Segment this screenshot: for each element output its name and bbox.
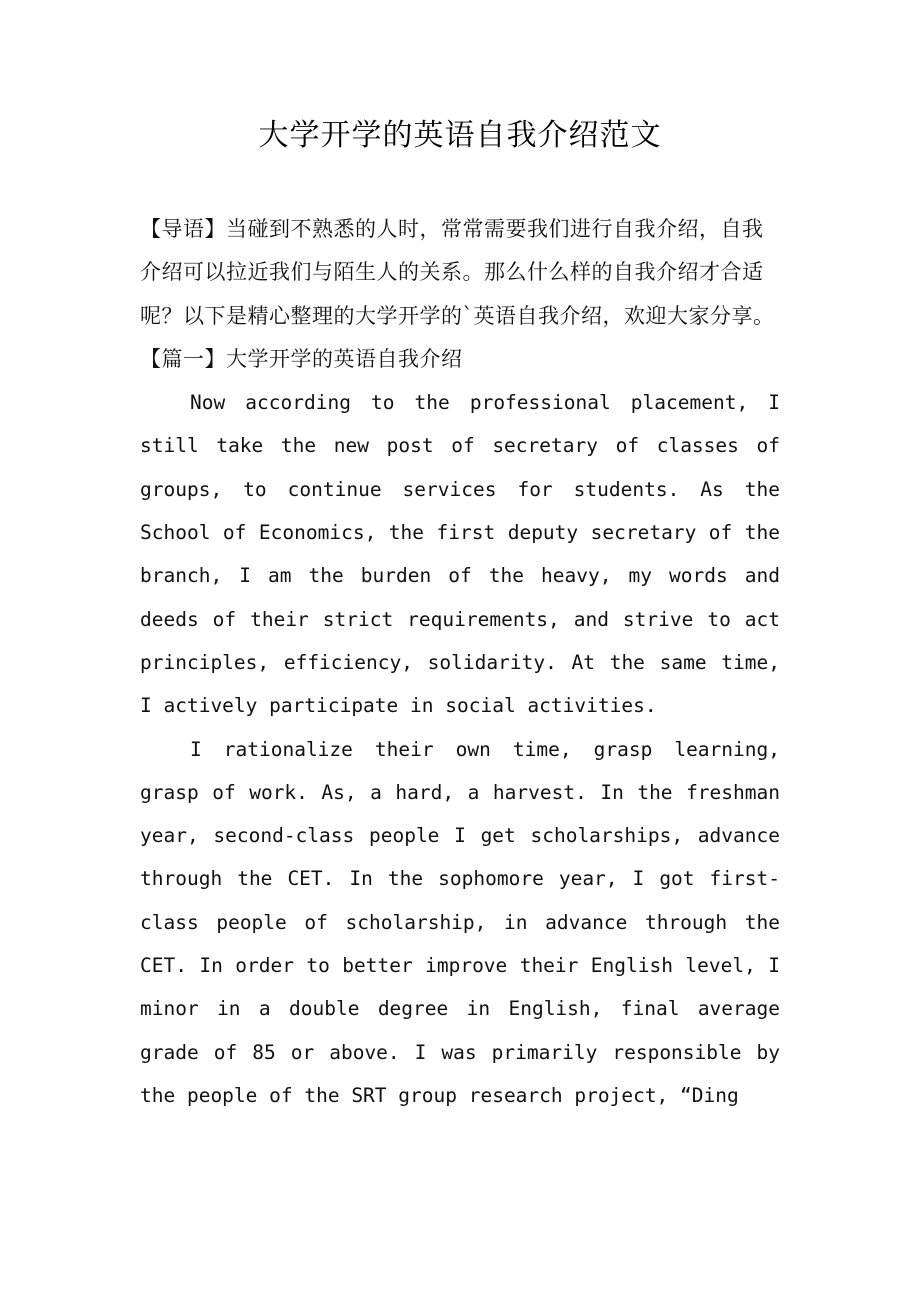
body-paragraph-2: I rationalize their own time, grasp learning, grasp of work. As, a hard, a harvest. In the freshman year, second-class people I get scholarships, advance through the CET. In the sophomore year, I got first-class people of scholarship, in advance through the CET. In order to better improve their English level, I minor in a double degree in English, final average grade of 85 or above. I was primarily responsible by the people of the SRT group research project, “Ding bbox=[140, 737, 780, 1107]
intro-paragraph: 【导语】当碰到不熟悉的人时，常常需要我们进行自我介绍，自我介绍可以拉近我们与陌生人的关系。那么什么样的自我介绍才合适呢？以下是精心整理的大学开学的`英语自我介绍，欢迎大家分享。 bbox=[140, 217, 775, 328]
document-title: 大学开学的英语自我介绍范文 bbox=[258, 118, 662, 153]
section-heading: 【篇一】大学开学的英语自我介绍 bbox=[140, 346, 463, 371]
document-body bbox=[140, 208, 780, 1117]
body-paragraph-1: Now according to the professional placement, I still take the new post of secretary of classes of groups, to continue services for students. As the School of Economics, the first deputy secretary of the branch, I am the burden of the heavy, my words and deeds of their strict requirements, and strive to act principles, efficiency, solidarity. At the same time, I actively participate in social activities. bbox=[140, 391, 780, 718]
